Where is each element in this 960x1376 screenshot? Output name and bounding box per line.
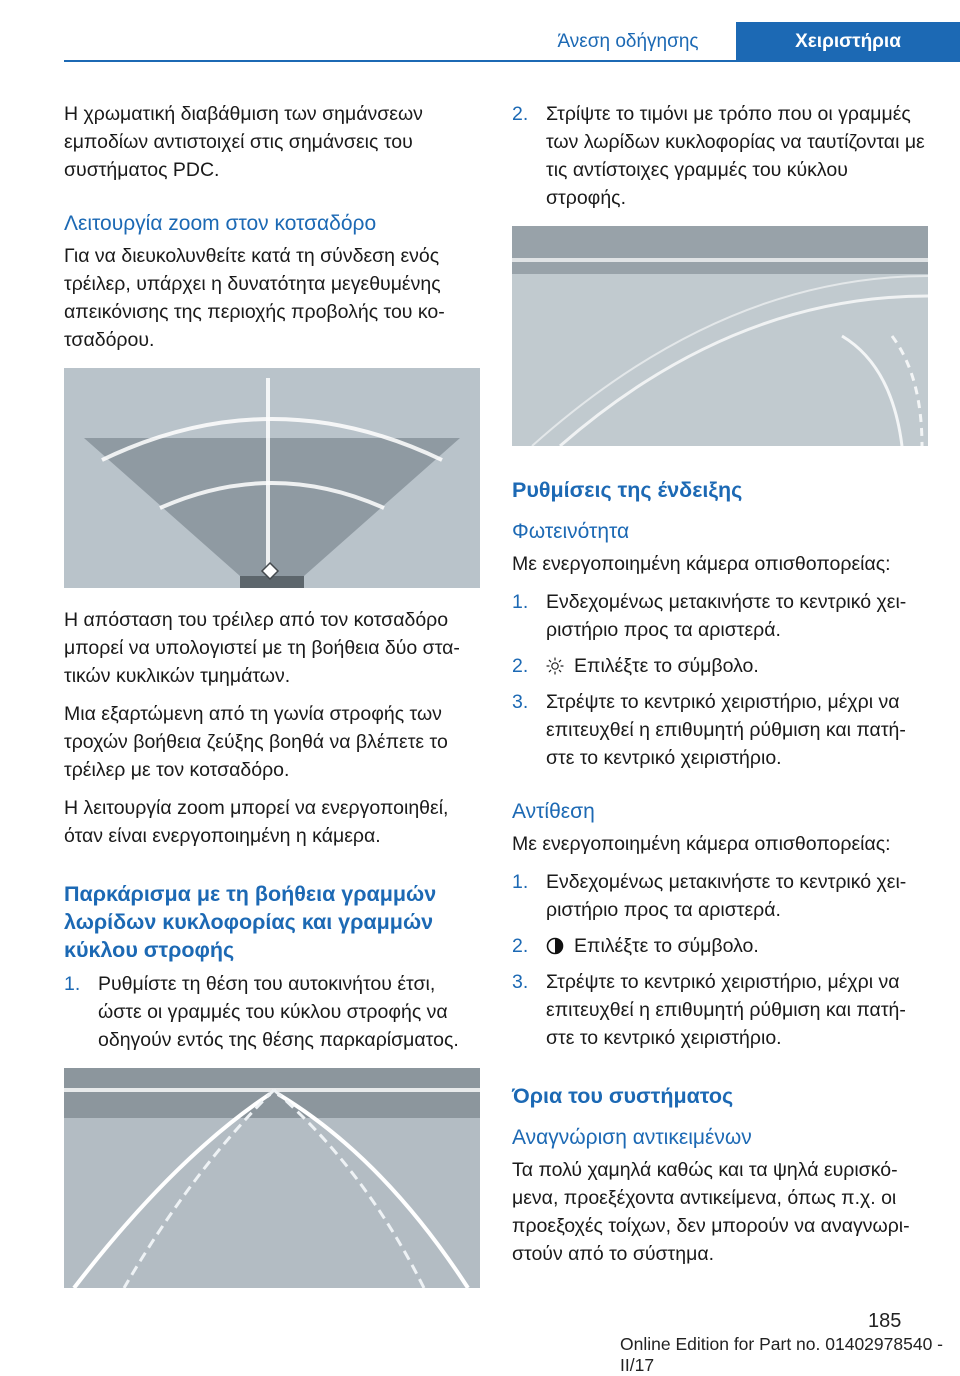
step-number: 2. (512, 935, 529, 957)
step-number: 3. (512, 971, 529, 993)
parking-heading: Παρκάρισμα με τη βοήθεια γραμμών λωρίδων κυκλοφορίας και γραμμών κύκλου στροφής (64, 882, 437, 962)
hitch-zoom-figure (64, 368, 480, 588)
step-text: Ενδεχομένως μετακινήστε το κεντρικό χει‐ριστήριο προς τα αριστερά. (546, 871, 907, 921)
step-number: 1. (64, 973, 81, 995)
parking-steps-continued (512, 100, 928, 212)
contrast-intro: Με ενεργοποιημένη κάμερα οπισθοπορείας: (512, 833, 891, 855)
activate-paragraph: Η λειτουργία zoom μπορεί να ενεργοποιηθεί, όταν είναι ενεργοποιημένη η κάμερα. (64, 797, 449, 847)
step-text: Επιλέξτε το σύμβολο. (574, 935, 759, 957)
step-text: Επιλέξτε το σύμβολο. (574, 655, 759, 677)
step-text: Στρέψτε το κεντρικό χειριστήριο, μέχρι να επιτευχθεί η επιθυμητή ρύθμιση και πατή‐στε το κεντρικό χειριστήριο. (546, 971, 906, 1049)
header-rule (64, 60, 960, 62)
turning-circle-figure (512, 226, 928, 446)
list-item (512, 652, 928, 680)
contrast-steps (512, 868, 928, 1052)
step-number: 2. (512, 103, 529, 125)
list-item (512, 868, 928, 924)
running-header-chapter: Χειριστήρια (736, 22, 960, 62)
step-text: Ενδεχομένως μετακινήστε το κεντρικό χει‐ριστήριο προς τα αριστερά. (546, 591, 907, 641)
step-text: Ρυθμίστε τη θέση του αυτοκινήτου έτσι, ώστε οι γραμμές του κύκλου στροφής να οδηγούν εντός της θέσης παρκαρίσματος. (98, 973, 459, 1051)
list-item (512, 932, 928, 960)
dynamic-paragraph: Μια εξαρτώμενη από τη γωνία στροφής των τροχών βοήθεια ζεύξης βοηθά να βλέπετε το τρέιλερ με τον κοτσαδόρο. (64, 703, 448, 781)
running-header-section: Άνεση οδήγησης (557, 31, 699, 52)
sun-icon (546, 657, 564, 675)
distance-paragraph: Η απόσταση του τρέιλερ από τον κοτσαδόρο μπορεί να υπολογιστεί με τη βοήθεια δύο στα‐τικών κυκλικών τμημάτων. (64, 609, 460, 687)
list-item (512, 968, 928, 1052)
brightness-intro: Με ενεργοποιημένη κάμερα οπισθοπορείας: (512, 553, 891, 575)
page-number: 185 (868, 1310, 902, 1332)
contrast-heading: Αντίθεση (512, 800, 595, 823)
contrast-icon (546, 937, 564, 955)
intro-paragraph: Η χρωματική διαβάθμιση των σημάνσεων εμποδίων αντιστοιχεί στις σημάνσεις του συστήματος PDC. (64, 103, 423, 181)
list-item (512, 100, 928, 212)
list-item (512, 688, 928, 772)
step-text: Στρέψτε το κεντρικό χειριστήριο, μέχρι να επιτευχθεί η επιθυμητή ρύθμιση και πατή‐στε το κεντρικό χειριστήριο. (546, 691, 906, 769)
zoom-paragraph: Για να διευκολυνθείτε κατά τη σύνδεση ενός τρέιλερ, υπάρχει η δυνατότητα μεγεθυμένης απεικόνισης της περιοχής προβολής του κο‐τσαδόρου. (64, 245, 445, 351)
brightness-steps (512, 588, 928, 772)
list-item (64, 970, 480, 1054)
display-settings-heading: Ρυθμίσεις της ένδειξης (512, 478, 743, 502)
parking-steps (64, 970, 480, 1054)
object-detection-heading: Αναγνώριση αντικειμένων (512, 1126, 752, 1149)
step-number: 3. (512, 691, 529, 713)
brightness-heading: Φωτεινότητα (512, 520, 630, 543)
edition-footer: Online Edition for Part no. 01402978540 - II/17 (620, 1334, 943, 1375)
list-item (512, 588, 928, 644)
step-number: 1. (512, 591, 529, 613)
right-column (512, 100, 928, 1278)
step-text: Στρίψτε το τιμόνι με τρόπο που οι γραμμές των λωρίδων κυκλοφορίας να ταυτίζονται με τις αντίστοιχες γραμμές του κύκλου στροφής. (546, 103, 925, 209)
object-detection-paragraph: Τα πολύ χαμηλά καθώς και τα ψηλά ευρισκό‐μενα, προεξέχοντα αντικείμενα, όπως π.χ. οι προεξοχές τοίχων, δεν μπορούν να αναγνωρι‐στούν από το σύστημα. (512, 1159, 910, 1265)
step-number: 2. (512, 655, 529, 677)
system-limits-heading: Όρια του συστήματος (512, 1084, 734, 1108)
parking-lines-figure (64, 1068, 480, 1288)
step-number: 1. (512, 871, 529, 893)
zoom-heading: Λειτουργία zoom στον κοτσαδόρο (64, 212, 377, 235)
left-column (64, 100, 480, 1306)
